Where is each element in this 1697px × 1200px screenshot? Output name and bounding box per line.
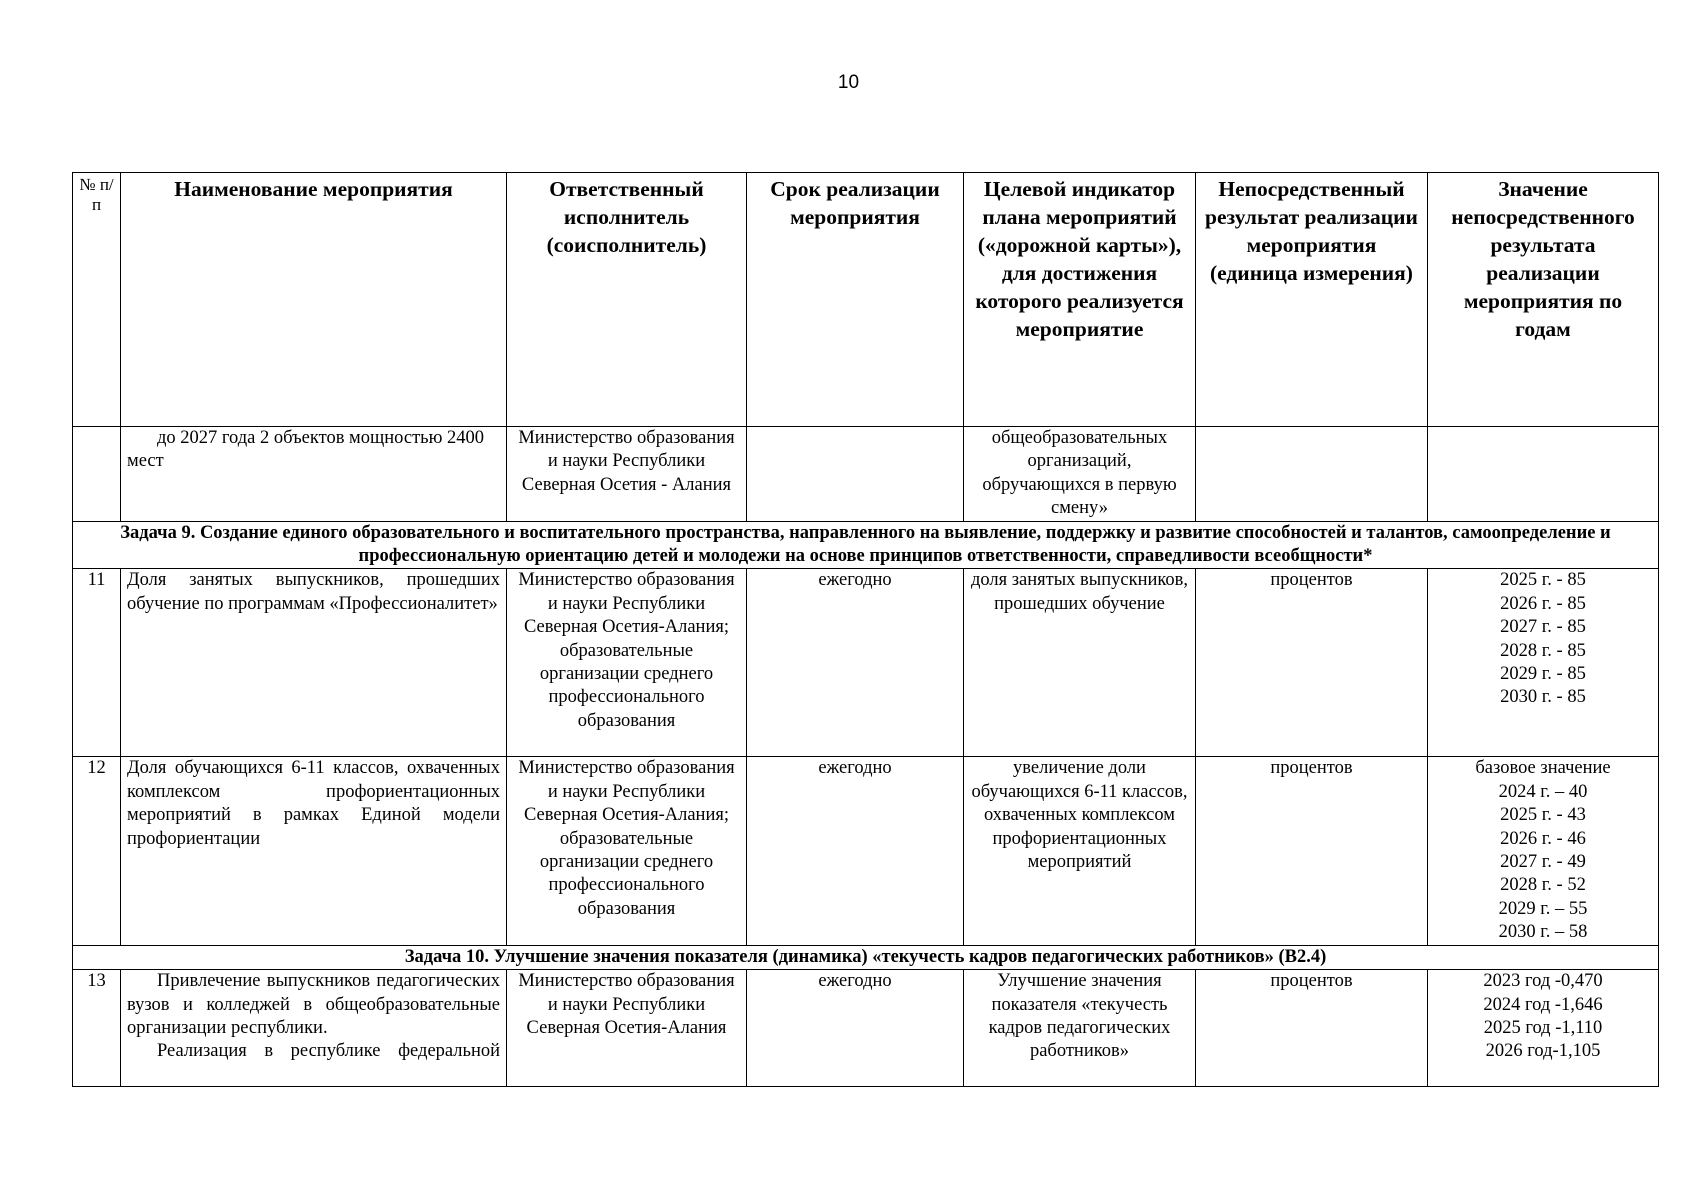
value-line: 2027 г. - 49 (1500, 852, 1586, 873)
row-number: 11 (73, 569, 121, 757)
term: ежегодно (747, 757, 964, 945)
table-row (73, 970, 1659, 1087)
header-term: Срок реализации мероприятия (747, 173, 964, 427)
executor: Министерство образования и науки Республики Северная Осетия-Алания; образовательные организации среднего профессионального образования (507, 569, 747, 757)
value-line: 2030 г. – 58 (1498, 922, 1588, 943)
term: ежегодно (747, 970, 964, 1087)
event-name-paragraph: Привлечение выпускников педагогических вузов и колледжей в общеобразовательные организации республики. (127, 971, 500, 1038)
value-line: 2025 г. - 43 (1500, 805, 1586, 826)
table-row (73, 427, 1659, 522)
term: ежегодно (747, 569, 964, 757)
header-values: Значение непосредственного результата реализации мероприятия по годам (1428, 173, 1659, 427)
row-number: 13 (73, 970, 121, 1087)
value-line: 2028 г. - 52 (1500, 875, 1586, 896)
result-unit: процентов (1196, 757, 1428, 945)
value-line: 2026 г. - 85 (1500, 593, 1586, 614)
values (1428, 569, 1659, 757)
value-line: 2026 год-1,105 (1485, 1041, 1601, 1062)
table-header-row (73, 173, 1659, 427)
value-line: 2026 г. - 46 (1500, 828, 1586, 849)
executor: Министерство образования и науки Республики Северная Осетия-Алания; образовательные организации среднего профессионального образования (507, 757, 747, 945)
executor: Министерство образования и науки Республики Северная Осетия-Алания (507, 970, 747, 1087)
value-line: 2025 г. - 85 (1500, 570, 1586, 591)
header-event-name: Наименование мероприятия (121, 173, 507, 427)
header-result: Непосредственный результат реализации мероприятия (единица измерения) (1196, 173, 1428, 427)
value-line: 2028 г. - 85 (1500, 640, 1586, 661)
value-line: 2023 год -0,470 (1483, 971, 1603, 992)
result-unit: процентов (1196, 569, 1428, 757)
indicator: доля занятых выпускников, прошедших обучение (964, 569, 1196, 757)
event-name: до 2027 года 2 объектов мощностью 2400 мест (121, 427, 507, 522)
indicator: общеобразовательных организаций, обручающихся в первую смену» (964, 427, 1196, 522)
task-row (73, 521, 1659, 569)
event-name: Доля обучающихся 6-11 классов, охваченных комплексом профориентационных мероприятий в рамках Единой модели профориентации (121, 757, 507, 945)
event-name: Доля занятых выпускников, прошедших обучение по программам «Профессионалитет» (121, 569, 507, 757)
value-line: 2030 г. - 85 (1500, 687, 1586, 708)
term (747, 427, 964, 522)
header-executor: Ответственный исполнитель (соисполнитель) (507, 173, 747, 427)
value-line: 2024 г. – 40 (1498, 781, 1588, 802)
values (1428, 757, 1659, 945)
value-line: 2029 г. – 55 (1498, 898, 1588, 919)
header-indicator: Целевой индикатор плана мероприятий («дорожной карты»), для достижения которого реализуется мероприятие (964, 173, 1196, 427)
event-name-paragraph: Реализация в республике федеральной (157, 1041, 500, 1062)
value-line: 2027 г. - 85 (1500, 617, 1586, 638)
roadmap-table (72, 172, 1659, 1087)
result-unit: процентов (1196, 970, 1428, 1087)
page-number: 10 (837, 72, 860, 93)
indicator: увеличение доли обучающихся 6-11 классов, охваченных комплексом профориентационных мероприятий (964, 757, 1196, 945)
task-9-title: Задача 9. Создание единого образовательного и воспитательного пространства, направленного на выявление, поддержку и развитие способностей и талантов, самоопределение и профессиональную ориентацию детей и молодежи на основе принципов ответственности, справедливости всеобщности* (73, 521, 1659, 569)
event-name (121, 970, 507, 1087)
row-number (73, 427, 121, 522)
task-row (73, 945, 1659, 969)
value-line: 2025 год -1,110 (1483, 1017, 1603, 1038)
table-row (73, 569, 1659, 757)
values (1428, 427, 1659, 522)
row-number: 12 (73, 757, 121, 945)
task-10-title: Задача 10. Улучшение значения показателя (динамика) «текучесть кадров педагогических работников» (В2.4) (73, 945, 1659, 969)
values (1428, 970, 1659, 1087)
value-line: 2024 год -1,646 (1483, 994, 1603, 1015)
executor: Министерство образования и науки Республики Северная Осетия - Алания (507, 427, 747, 522)
value-line: 2029 г. - 85 (1500, 664, 1586, 685)
value-line: базовое значение (1475, 758, 1611, 779)
header-number: № п/п (73, 173, 121, 427)
table-row (73, 757, 1659, 945)
result-unit (1196, 427, 1428, 522)
indicator: Улучшение значения показателя «текучесть кадров педагогических работников» (964, 970, 1196, 1087)
